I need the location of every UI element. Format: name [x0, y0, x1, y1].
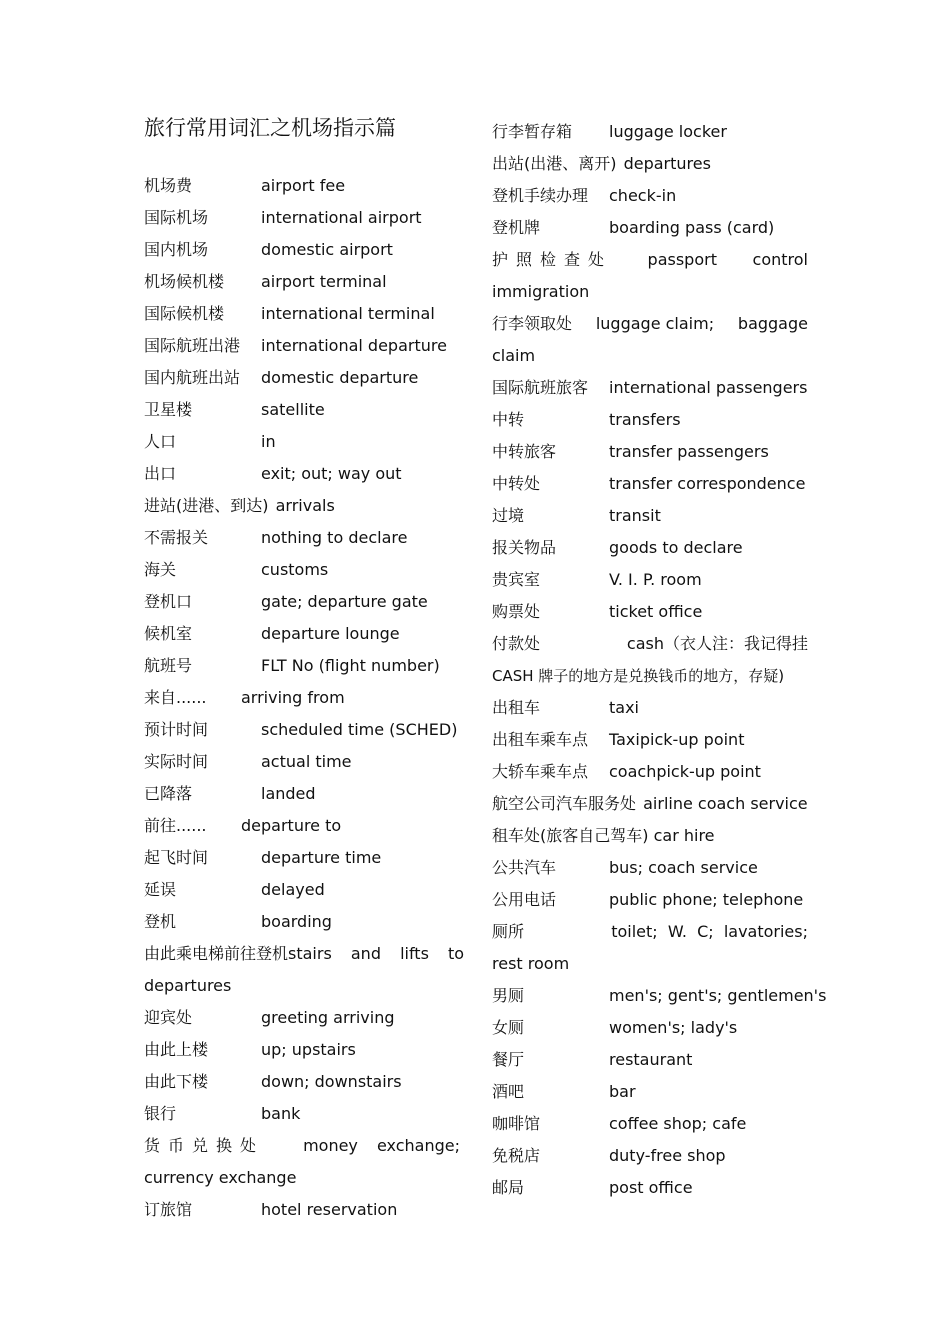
- chinese-term: 国际航班出港: [144, 336, 241, 355]
- vocab-row: [492, 884, 808, 916]
- chinese-term: 登机手续办理: [492, 186, 589, 205]
- chinese-term: 已降落: [144, 784, 193, 803]
- vocab-row: [492, 852, 808, 884]
- vocab-row: [144, 234, 460, 266]
- english-term: women's; lady's: [609, 1018, 738, 1037]
- chinese-term: 中转旅客: [492, 442, 557, 461]
- english-term: satellite: [261, 400, 325, 419]
- vocab-row: [144, 1130, 460, 1194]
- vocab-row: [144, 266, 460, 298]
- chinese-term: 登机口: [144, 592, 193, 611]
- vocab-row: [144, 202, 460, 234]
- english-term: check-in: [609, 186, 677, 205]
- english-term: airport fee: [261, 176, 346, 195]
- vocab-row: [144, 490, 460, 522]
- english-term: stairs and lifts to: [288, 944, 465, 963]
- english-term: cash（衣人注：我记得挂: [626, 634, 808, 653]
- vocab-row: [144, 362, 460, 394]
- vocab-row: [492, 788, 808, 820]
- vocab-row: [144, 618, 460, 650]
- left-column: [144, 170, 465, 1226]
- vocab-row: [492, 244, 808, 308]
- english-term-continued: CASH 牌子的地方是兑换钱币的地方，存疑): [492, 667, 785, 685]
- english-term: international terminal: [261, 304, 435, 323]
- vocab-row: [492, 820, 808, 852]
- vocab-row: [492, 756, 808, 788]
- vocab-row: [492, 1076, 808, 1108]
- english-term: boarding: [261, 912, 332, 931]
- chinese-term: 中转: [492, 410, 525, 429]
- vocab-row: [492, 1108, 808, 1140]
- chinese-term: 酒吧: [492, 1082, 525, 1101]
- english-term: departure lounge: [261, 624, 400, 643]
- chinese-term: 航班号: [144, 656, 193, 675]
- vocab-row: [492, 404, 808, 436]
- vocab-row: [144, 938, 465, 1002]
- english-term: hotel reservation: [261, 1200, 398, 1219]
- english-term: international departure: [261, 336, 447, 355]
- chinese-term: 实际时间: [144, 752, 209, 771]
- vocab-row: [144, 650, 460, 682]
- chinese-term: 付款处: [492, 634, 541, 653]
- english-term: transfer correspondence: [609, 474, 806, 493]
- chinese-term: 出口: [144, 464, 177, 483]
- chinese-term: 公用电话: [492, 890, 557, 909]
- vocab-row: [492, 148, 808, 180]
- english-term: taxi: [609, 698, 639, 717]
- english-term: landed: [261, 784, 316, 803]
- vocab-row: [492, 500, 808, 532]
- chinese-term: 大轿车乘车点: [492, 762, 589, 781]
- english-term: transit: [609, 506, 661, 525]
- chinese-term: 银行: [144, 1104, 177, 1123]
- chinese-term: 报关物品: [492, 538, 557, 557]
- english-term: restaurant: [609, 1050, 693, 1069]
- english-term: international passengers: [609, 378, 808, 397]
- english-term: delayed: [261, 880, 325, 899]
- english-term: coffee shop; cafe: [609, 1114, 747, 1133]
- english-term: bar: [609, 1082, 636, 1101]
- english-term: arrivals: [275, 496, 335, 515]
- english-term: ticket office: [609, 602, 703, 621]
- vocab-row: [144, 746, 460, 778]
- chinese-term: 由此下楼: [144, 1072, 209, 1091]
- chinese-term: 登机: [144, 912, 177, 931]
- vocab-row: [144, 810, 460, 842]
- english-term: V. I. P. room: [609, 570, 702, 589]
- chinese-term: 护照检查处: [492, 250, 613, 269]
- chinese-term: 起飞时间: [144, 848, 209, 867]
- english-term: up; upstairs: [261, 1040, 356, 1059]
- english-term: coachpick-up point: [609, 762, 761, 781]
- english-term: men's; gent's; gentlemen's: [609, 986, 827, 1005]
- page-title: 旅行常用词汇之机场指示篇: [144, 116, 396, 140]
- vocab-row: [144, 330, 460, 362]
- vocab-row: [492, 564, 808, 596]
- chinese-term: 咖啡馆: [492, 1114, 541, 1133]
- chinese-term: 机场费: [144, 176, 193, 195]
- chinese-term: 国际候机楼: [144, 304, 225, 323]
- english-term: money exchange;: [303, 1136, 460, 1155]
- chinese-term: 迎宾处: [144, 1008, 193, 1027]
- english-term: post office: [609, 1178, 693, 1197]
- english-term: departure to: [241, 816, 342, 835]
- vocab-row: [492, 436, 808, 468]
- english-term: toilet; W. C; lavatories;: [611, 922, 808, 941]
- english-term-continued: rest room: [492, 954, 570, 973]
- english-term: transfers: [609, 410, 681, 429]
- vocab-row: [144, 394, 460, 426]
- english-term: customs: [261, 560, 329, 579]
- vocab-row: [492, 1140, 808, 1172]
- chinese-term: 卫星楼: [144, 400, 193, 419]
- english-term: luggage claim;: [595, 314, 715, 333]
- vocab-row: [144, 714, 460, 746]
- vocab-row: [144, 554, 460, 586]
- chinese-term: 人口: [144, 432, 177, 451]
- vocab-row: [492, 692, 808, 724]
- vocab-row: [144, 298, 460, 330]
- chinese-term: 中转处: [492, 474, 541, 493]
- vocab-row: [492, 1012, 808, 1044]
- vocab-row: [144, 778, 460, 810]
- english-term-continued: immigration: [492, 282, 590, 301]
- chinese-term: 海关: [144, 560, 177, 579]
- chinese-term: 预计时间: [144, 720, 209, 739]
- chinese-term: 货币兑换处: [144, 1136, 265, 1155]
- chinese-term: 来自......: [144, 688, 207, 707]
- vocab-row: [144, 1066, 460, 1098]
- chinese-term: 订旅馆: [144, 1200, 193, 1219]
- vocab-row: [492, 724, 808, 756]
- english-term: departures: [623, 154, 711, 173]
- english-term: baggage: [737, 314, 808, 333]
- chinese-term: 航空公司汽车服务处: [492, 794, 637, 813]
- chinese-term: 登机牌: [492, 218, 541, 237]
- english-term: gate; departure gate: [261, 592, 428, 611]
- english-term: in: [261, 432, 276, 451]
- chinese-term: 厕所: [492, 922, 525, 941]
- english-term: control: [752, 250, 808, 269]
- english-term: boarding pass (card): [609, 218, 775, 237]
- chinese-term: 由此乘电梯前往登机: [144, 944, 289, 963]
- chinese-term: 由此上楼: [144, 1040, 209, 1059]
- english-term: domestic airport: [261, 240, 393, 259]
- english-term: airline coach service: [643, 794, 808, 813]
- chinese-term: 候机室: [144, 624, 193, 643]
- vocab-row: [492, 980, 827, 1012]
- english-term: greeting arriving: [261, 1008, 395, 1027]
- chinese-term: 前往......: [144, 816, 207, 835]
- english-term: international airport: [261, 208, 422, 227]
- english-term-continued: claim: [492, 346, 536, 365]
- vocab-row: [144, 426, 460, 458]
- chinese-term: 餐厅: [492, 1050, 525, 1069]
- chinese-term: 贵宾室: [492, 570, 541, 589]
- vocab-row: [492, 628, 808, 692]
- english-term: departure time: [261, 848, 382, 867]
- english-term: actual time: [261, 752, 352, 771]
- vocab-row: [144, 842, 460, 874]
- english-term: exit; out; way out: [261, 464, 402, 483]
- chinese-term: 邮局: [492, 1178, 525, 1197]
- english-term: public phone; telephone: [609, 890, 804, 909]
- vocab-row: [144, 458, 460, 490]
- vocab-row: [492, 468, 808, 500]
- vocab-row: [492, 1172, 808, 1204]
- right-column: [492, 116, 827, 1204]
- chinese-term: 国际航班旅客: [492, 378, 589, 397]
- vocab-row: [492, 1044, 808, 1076]
- chinese-term: 公共汽车: [492, 858, 557, 877]
- vocab-row: [144, 874, 460, 906]
- english-term: transfer passengers: [609, 442, 769, 461]
- vocab-row: [144, 522, 460, 554]
- chinese-term: 行李暂存箱: [492, 122, 573, 141]
- vocab-row: [144, 170, 460, 202]
- chinese-term: 不需报关: [144, 528, 209, 547]
- vocab-row: [144, 586, 460, 618]
- english-term: bank: [261, 1104, 301, 1123]
- english-term: car hire: [653, 826, 715, 845]
- chinese-term: 租车处(旅客自己驾车): [492, 826, 649, 845]
- vocab-row: [144, 1098, 460, 1130]
- english-term: goods to declare: [609, 538, 743, 557]
- english-term: nothing to declare: [261, 528, 408, 547]
- chinese-term: 女厕: [492, 1018, 525, 1037]
- english-term: bus; coach service: [609, 858, 758, 877]
- chinese-term: 延误: [144, 880, 177, 899]
- chinese-term: 进站(进港、到达): [144, 496, 269, 515]
- english-term: luggage locker: [609, 122, 727, 141]
- english-term-continued: departures: [144, 976, 232, 995]
- chinese-term: 购票处: [492, 602, 541, 621]
- vocab-row: [492, 372, 808, 404]
- vocab-row: [492, 596, 808, 628]
- english-term: airport terminal: [261, 272, 387, 291]
- chinese-term: 行李领取处: [492, 314, 573, 333]
- vocab-row: [492, 532, 808, 564]
- vocab-row: [492, 116, 808, 148]
- chinese-term: 国内航班出站: [144, 368, 241, 387]
- vocab-row: [492, 916, 808, 980]
- chinese-term: 机场候机楼: [144, 272, 225, 291]
- vocab-row: [144, 1034, 460, 1066]
- vocab-row: [492, 180, 808, 212]
- english-term: domestic departure: [261, 368, 419, 387]
- chinese-term: 免税店: [492, 1146, 541, 1165]
- english-term: Taxipick-up point: [609, 730, 745, 749]
- chinese-term: 男厕: [492, 986, 525, 1005]
- english-term: scheduled time (SCHED): [261, 720, 458, 739]
- chinese-term: 出租车: [492, 698, 541, 717]
- chinese-term: 出租车乘车点: [492, 730, 589, 749]
- vocab-row: [144, 1194, 460, 1226]
- english-term: FLT No (flight number): [261, 656, 440, 675]
- vocab-row: [144, 1002, 460, 1034]
- english-term: down; downstairs: [261, 1072, 402, 1091]
- vocab-row: [144, 906, 460, 938]
- chinese-term: 国内机场: [144, 240, 209, 259]
- chinese-term: 出站(出港、离开): [492, 154, 617, 173]
- vocab-row: [144, 682, 460, 714]
- english-term: arriving from: [241, 688, 345, 707]
- chinese-term: 过境: [492, 506, 525, 525]
- english-term: passport: [647, 250, 717, 269]
- vocab-row: [492, 212, 808, 244]
- english-term-continued: currency exchange: [144, 1168, 297, 1187]
- chinese-term: 国际机场: [144, 208, 209, 227]
- english-term: duty-free shop: [609, 1146, 726, 1165]
- vocab-row: [492, 308, 808, 372]
